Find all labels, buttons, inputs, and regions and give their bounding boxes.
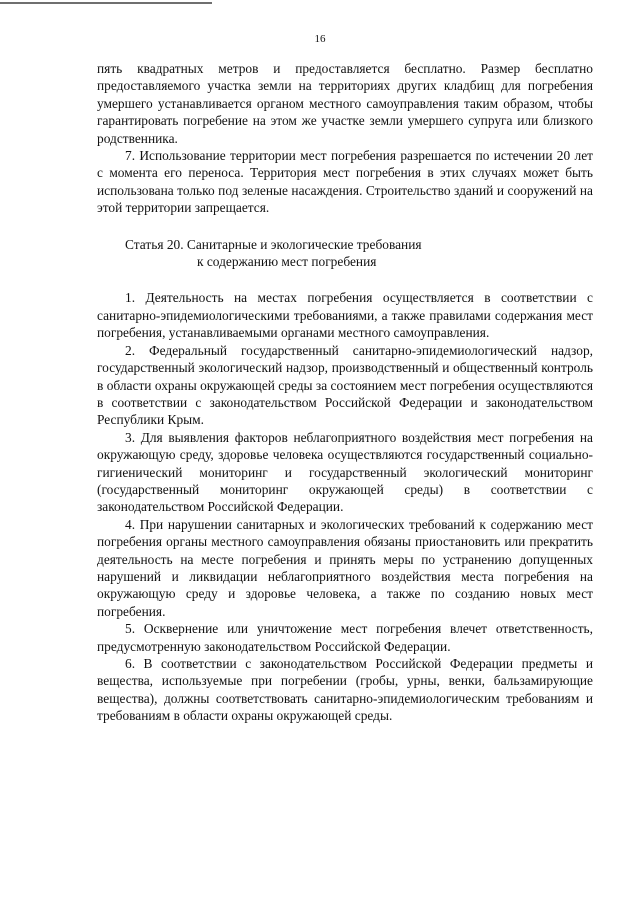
- intro-paragraph: пять квадратных метров и предоставляется бесплатно. Размер бесплатно предоставляемого участка земли на территориях других кладбищ для погребения умершего устанавливается органом местного самоуправления таким образом, чтобы гарантировать погребение на этом же участке земли умершего супруга или близкого родственника.: [97, 61, 593, 146]
- article-paragraph-3: 3. Для выявления факторов неблагоприятного воздействия мест погребения на окружающую среду, здоровье человека осуществляются государственный социально-гигиенический мониторинг и государственный экологический мониторинг (государственный мониторинг окружающей среды) в соответствии с законодательством Российской Федерации.: [97, 429, 593, 515]
- article-paragraph-5: 5. Осквернение или уничтожение мест погребения влечет ответственность, предусмотренную законодательством Российской Федерации.: [97, 621, 593, 654]
- article-title-line-1: Статья 20. Санитарные и экологические требования: [125, 236, 422, 252]
- article-title-line-2: к содержанию мест погребения: [197, 254, 377, 270]
- body-text: [97, 60, 593, 725]
- article-paragraph-6: 6. В соответствии с законодательством Российской Федерации предметы и вещества, используемые при погребении (гробы, урны, венки, бальзамирующие вещества), должны соответствовать санитарно-эпидемиологическим требованиям и требованиям в области охраны окружающей среды.: [97, 656, 593, 724]
- article-paragraph-1: 1. Деятельность на местах погребения осуществляется в соответствии с санитарно-эпидемиологическими требованиями, а также правилами содержания мест погребения, устанавливаемыми органами местного самоуправления.: [97, 290, 593, 341]
- article-paragraph-2: 2. Федеральный государственный санитарно-эпидемиологический надзор, государственный экологический надзор, производственный и общественный контроль в области охраны окружающей среды за состоянием мест погребения осуществляются в соответствии с законодательством Российской Федерации и законодательством Республики Крым.: [97, 342, 593, 428]
- paragraph-7: 7. Использование территории мест погребения разрешается по истечении 20 лет с момента его переноса. Территория мест погребения в этих случаях может быть использована только под зеленые насаждения. Строительство зданий и сооружений на этой территории запрещается.: [97, 148, 593, 216]
- article-heading: [125, 236, 593, 271]
- top-rule: [0, 2, 212, 4]
- article-paragraph-4: 4. При нарушении санитарных и экологических требований к содержанию мест погребения органы местного самоуправления обязаны приостановить или прекратить деятельность на месте погребения и принять меры по устранению допущенных нарушений и ликвидации неблагоприятного воздействия места погребения на окружающую среду и здоровье человека, а также по созданию новых мест погребения.: [97, 516, 593, 619]
- page-number: 16: [314, 33, 326, 45]
